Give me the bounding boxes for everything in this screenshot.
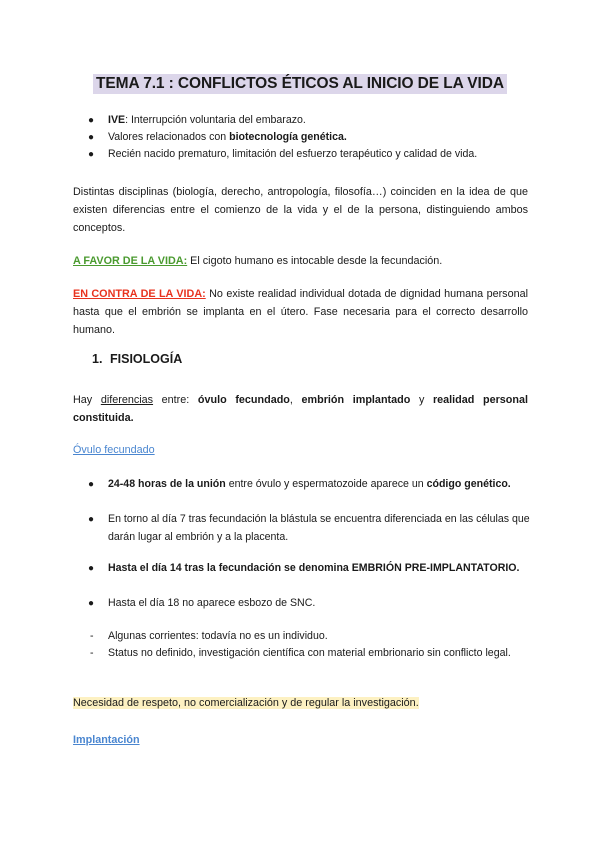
hay-embrion: embrión implantado — [301, 394, 411, 406]
hay-sep: , — [289, 394, 302, 406]
section-title: FISIOLOGÍA — [110, 352, 183, 366]
list-item — [88, 129, 477, 146]
list-item — [88, 594, 533, 613]
section-heading — [92, 352, 182, 366]
hay-ovulo: óvulo fecundado — [197, 394, 290, 406]
hay-mid: entre: — [153, 394, 198, 406]
hay-pre: Hay — [73, 394, 101, 406]
intro-bullet-list — [88, 112, 477, 163]
ive-definition: : Interrupción voluntaria del embarazo. — [125, 114, 306, 126]
bullet-icon: ● — [88, 598, 95, 609]
list-item — [90, 645, 530, 662]
note-text: Necesidad de respeto, no comercialización y de regular la investigación. — [73, 697, 419, 709]
implantacion-heading: Implantación — [73, 734, 140, 746]
section-number: 1. — [92, 352, 103, 366]
contra-paragraph — [73, 285, 528, 339]
list-item — [88, 475, 533, 494]
bullet-icon: ● — [88, 149, 95, 160]
hay-realidad: realidad personal constituida. — [73, 394, 528, 424]
premature-text: Recién nacido prematuro, limitación del esfuerzo terapéutico y calidad de vida. — [108, 148, 478, 160]
favor-text: El cigoto humano es intocable desde la fecundación. — [187, 255, 443, 267]
day18-text: Hasta el día 18 no aparece esbozo de SNC. — [108, 597, 316, 609]
day7-text: En torno al día 7 tras fecundación la blástula se encuentra diferenciada en las células que darán lugar al embrión y a la placenta. — [108, 513, 530, 543]
list-item — [88, 510, 533, 546]
list-item — [88, 146, 477, 163]
values-text: Valores relacionados con — [108, 131, 230, 143]
differences-paragraph — [73, 391, 528, 427]
list-item — [88, 559, 533, 578]
ovulo-heading: Óvulo fecundado — [73, 444, 155, 456]
union-text: entre óvulo y espermatozoide aparece un — [225, 478, 427, 490]
list-item — [88, 112, 477, 129]
bullet-icon: ● — [88, 514, 95, 525]
bullet-icon: ● — [88, 563, 95, 574]
dash-icon: - — [90, 647, 94, 659]
favor-label: A FAVOR DE LA VIDA: — [73, 255, 188, 267]
dash-item-text: Status no definido, investigación científica con material embrionario sin conflicto legal. — [108, 647, 511, 659]
favor-paragraph — [73, 252, 528, 270]
bullet-icon: ● — [88, 115, 95, 126]
intro-paragraph: Distintas disciplinas (biología, derecho, antropología, filosofía…) coinciden en la idea de que existen diferencias entre el comienzo de la vida y el de la persona, distinguiendo ambos conceptos. — [73, 186, 528, 234]
union-hours: 24-48 horas de la unión — [108, 478, 226, 490]
biotech-term: biotecnología genética. — [229, 131, 347, 143]
list-item — [90, 628, 530, 645]
dash-icon: - — [90, 630, 94, 642]
day14-text: Hasta el día 14 tras la fecundación se denomina EMBRIÓN PRE-IMPLANTATORIO. — [108, 562, 520, 574]
dash-item-text: Algunas corrientes: todavía no es un individuo. — [108, 630, 328, 642]
bullet-icon: ● — [88, 479, 95, 490]
page-title: TEMA 7.1 : CONFLICTOS ÉTICOS AL INICIO DE LA VIDA — [93, 74, 507, 94]
genetic-code: código genético. — [426, 478, 511, 490]
contra-label: EN CONTRA DE LA VIDA: — [73, 288, 206, 300]
hay-and: y — [410, 394, 433, 406]
title-wrap — [0, 74, 600, 94]
dash-list — [90, 628, 530, 662]
hay-underlined: diferencias — [100, 394, 154, 406]
contra-text: No existe realidad individual dotada de dignidad humana personal hasta que el embrión se implanta en el útero. Fase necesaria para el correcto desarrollo humano. — [73, 288, 528, 336]
bullet-icon: ● — [88, 132, 95, 143]
highlighted-note — [73, 697, 419, 709]
ive-term: IVE — [108, 114, 126, 126]
